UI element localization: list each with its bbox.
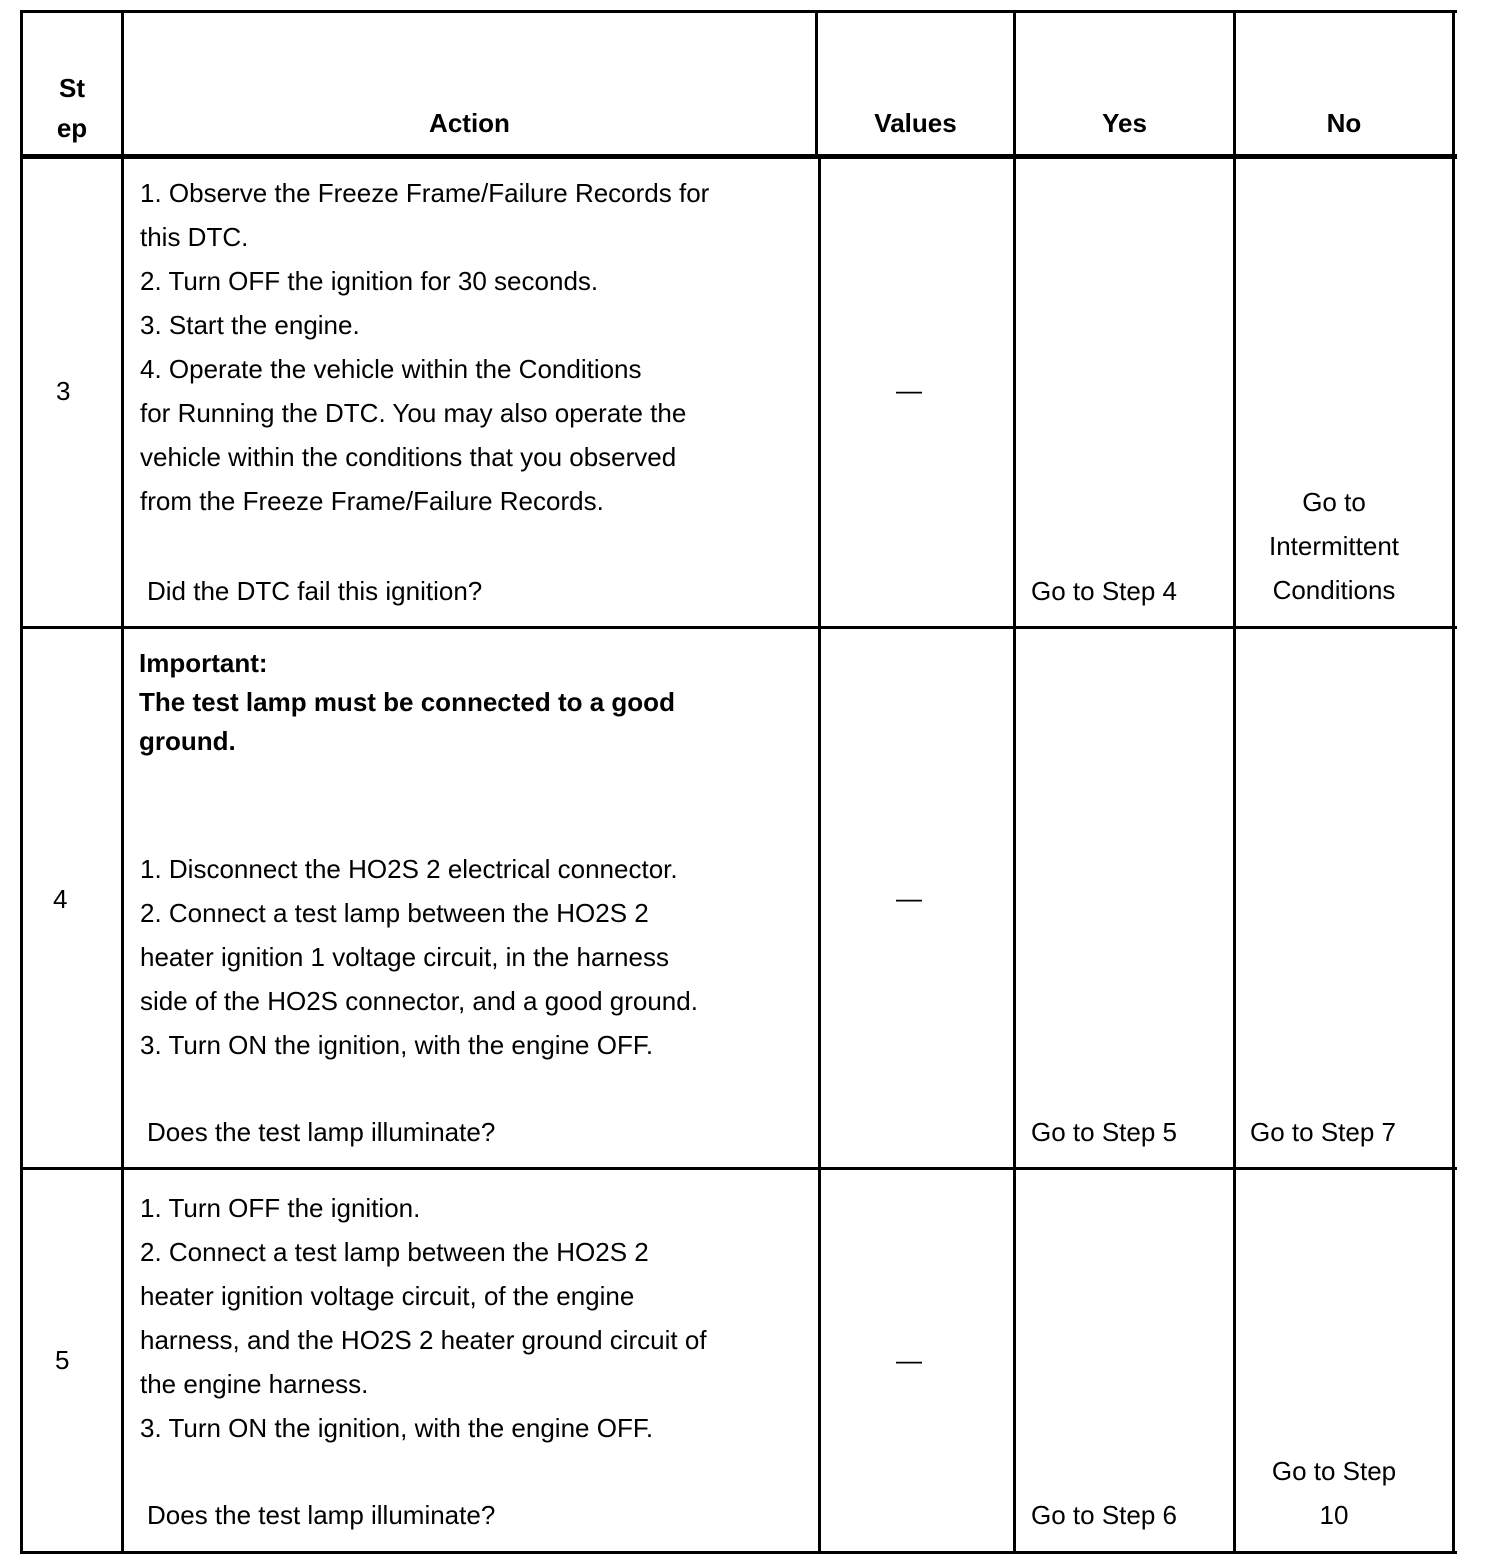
row-4-yes: Go to Step 5 xyxy=(1031,1117,1177,1147)
header-step-line-2: ep xyxy=(56,113,88,143)
row-4-important-note xyxy=(139,644,809,761)
table-left-border xyxy=(20,10,23,1554)
row-3-action-line: vehicle within the conditions that you observed xyxy=(140,442,677,472)
table-right-border xyxy=(1452,10,1455,1554)
col-divider-step xyxy=(121,10,124,1554)
row-4-question: Does the test lamp illuminate? xyxy=(147,1117,496,1147)
row-4-no-line: Go to Step 7 xyxy=(1250,1117,1396,1147)
row-3-action-steps xyxy=(140,171,810,523)
important-text-line: The test lamp must be connected to a good xyxy=(139,687,675,717)
row-5-action-line: 3. Turn ON the ignition, with the engine OFF. xyxy=(140,1413,654,1443)
important-text-line: ground. xyxy=(139,726,236,756)
col-divider-yes xyxy=(1233,10,1236,1554)
row-4-action-line: 3. Turn ON the ignition, with the engine OFF. xyxy=(140,1030,654,1060)
row-3-no xyxy=(1236,480,1432,612)
row-4-action-line: 2. Connect a test lamp between the HO2S 2 xyxy=(140,898,649,928)
row-3-action-line: 1. Observe the Freeze Frame/Failure Records for xyxy=(140,178,710,208)
row-3-values: — xyxy=(896,375,922,405)
row-4-action-line: 1. Disconnect the HO2S 2 electrical connector. xyxy=(140,854,678,884)
row-5-no xyxy=(1236,1449,1432,1537)
row-5-yes: Go to Step 6 xyxy=(1031,1500,1177,1530)
header-values: Values xyxy=(874,108,957,138)
header-bottom-border xyxy=(20,154,1457,159)
row-4-no xyxy=(1250,1110,1396,1154)
row-5-question: Does the test lamp illuminate? xyxy=(147,1500,496,1530)
row-5-action-steps xyxy=(140,1186,810,1450)
row-3-step: 3 xyxy=(56,376,71,406)
row-3-action-line: this DTC. xyxy=(140,222,249,252)
row-3-action-line: for Running the DTC. You may also operate the xyxy=(140,398,687,428)
row-4-bottom-border xyxy=(20,1167,1457,1170)
row-4-action-steps xyxy=(140,847,810,1067)
row-3-yes: Go to Step 4 xyxy=(1031,576,1177,606)
row-5-action-line: heater ignition voltage circuit, of the engine xyxy=(140,1281,635,1311)
header-no: No xyxy=(1326,108,1362,138)
row-5-step: 5 xyxy=(55,1345,70,1375)
row-3-action-line: 3. Start the engine. xyxy=(140,310,360,340)
row-3-action-line: 4. Operate the vehicle within the Conditions xyxy=(140,354,642,384)
row-3-no-line: Conditions xyxy=(1272,575,1396,605)
row-5-no-line: 10 xyxy=(1319,1500,1349,1530)
col-divider-action-body xyxy=(818,157,821,1554)
row-3-question: Did the DTC fail this ignition? xyxy=(147,576,483,606)
row-4-values: — xyxy=(896,883,922,913)
header-action: Action xyxy=(429,108,510,138)
row-3-bottom-border xyxy=(20,626,1457,629)
row-3-action-line: 2. Turn OFF the ignition for 30 seconds. xyxy=(140,266,599,296)
row-5-action-line: harness, and the HO2S 2 heater ground circuit of xyxy=(140,1325,707,1355)
header-yes: Yes xyxy=(1102,108,1147,138)
row-5-no-line: Go to Step xyxy=(1271,1456,1397,1486)
row-3-no-line: Intermittent xyxy=(1268,531,1400,561)
row-4-action-line: side of the HO2S connector, and a good ground. xyxy=(140,986,698,1016)
row-5-values: — xyxy=(896,1345,922,1375)
row-3-action-line: from the Freeze Frame/Failure Records. xyxy=(140,486,604,516)
table-top-border xyxy=(20,10,1457,13)
row-5-action-line: the engine harness. xyxy=(140,1369,369,1399)
table-bottom-border xyxy=(20,1551,1457,1554)
row-4-action-line: heater ignition 1 voltage circuit, in the harness xyxy=(140,942,669,972)
header-step-line-1: St xyxy=(59,73,85,103)
header-step xyxy=(23,68,121,148)
row-5-action-line: 2. Connect a test lamp between the HO2S 2 xyxy=(140,1237,649,1267)
row-4-step: 4 xyxy=(53,884,68,914)
row-5-action-line: 1. Turn OFF the ignition. xyxy=(140,1193,421,1223)
col-divider-values xyxy=(1013,10,1016,1554)
row-3-no-line: Go to xyxy=(1302,487,1366,517)
important-label: Important: xyxy=(139,648,268,678)
